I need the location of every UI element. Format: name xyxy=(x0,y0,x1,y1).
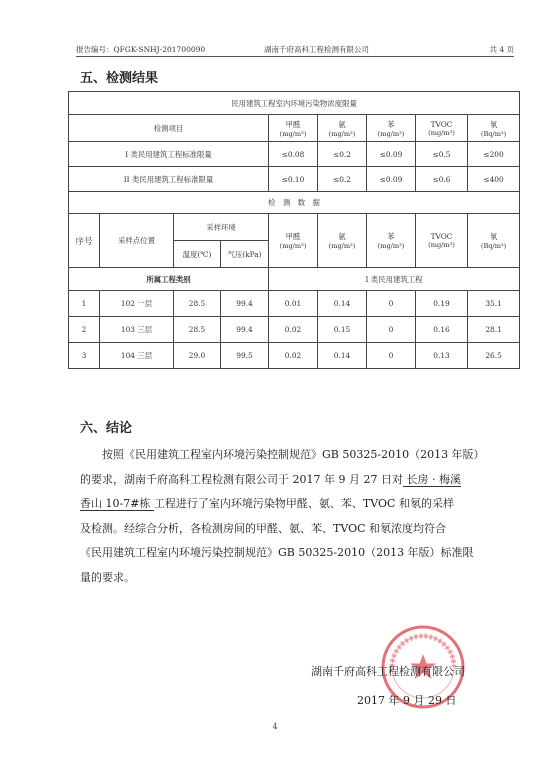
conclusion-line: 的要求，湖南千府高科工程检测有限公司于 2017 年 9 月 27 日对 长房 · 梅溪 xyxy=(80,472,461,486)
environment-header: 采样环境 xyxy=(174,214,269,241)
results-table xyxy=(68,91,520,369)
conclusion-line: 量的要求。 xyxy=(80,570,135,584)
data-header-radon: 氡 (Bq/m³) xyxy=(468,214,520,268)
page-count: 共 4 页 xyxy=(489,45,514,54)
data-header-tvoc: TVOC (mg/m³) xyxy=(416,214,468,268)
row-value: 0.13 xyxy=(416,343,468,369)
limit-row xyxy=(69,167,520,192)
category-label: 所属工程类别 xyxy=(69,268,269,291)
row-value: 0.16 xyxy=(416,317,468,343)
row-value: 0.02 xyxy=(269,317,318,343)
data-header-benzene: 苯 (mg/m³) xyxy=(367,214,416,268)
limit-value: ≤0.09 xyxy=(367,167,416,192)
signature-date: 2017 年 9 月 29 日 xyxy=(357,694,457,707)
row-value: 26.5 xyxy=(468,343,520,369)
pollutant-header-ammonia: 氨 (mg/m³) xyxy=(318,115,367,142)
limit-title: 民用建筑工程室内环境污染物浓度限量 xyxy=(69,92,520,115)
pressure-header: 气压(kPa) xyxy=(221,241,269,268)
row-location: 104 三层 xyxy=(100,343,174,369)
row-value: 0.19 xyxy=(416,291,468,317)
page-header xyxy=(76,42,514,57)
conclusion-paragraph xyxy=(80,443,505,591)
row-temperature: 28.5 xyxy=(174,317,221,343)
section-title-results: 五、检测结果 xyxy=(80,71,159,86)
row-value: 0 xyxy=(367,343,416,369)
limit-value: ≤200 xyxy=(468,142,520,167)
project-name-part: 香山 10-7#栋 xyxy=(80,497,154,511)
row-location: 103 三层 xyxy=(100,317,174,343)
row-pressure: 99.4 xyxy=(221,291,269,317)
signature-company: 湖南千府高科工程检测有限公司 xyxy=(311,665,465,678)
page-number: 4 xyxy=(272,722,278,731)
section-title-conclusion: 六、结论 xyxy=(80,421,133,436)
row-value: 0 xyxy=(367,317,416,343)
location-header: 采样点位置 xyxy=(100,214,174,268)
project-name-part: 长房 · 梅溪 xyxy=(402,472,461,486)
row-value: 28.1 xyxy=(468,317,520,343)
conclusion-line: 香山 10-7#栋 工程进行了室内环境污染物甲醛、氨、苯、TVOC 和氡的采样 xyxy=(80,497,454,511)
table-row xyxy=(69,343,520,369)
row-location: 102 一层 xyxy=(100,291,174,317)
pollutant-header-formaldehyde: 甲醛 (mg/m³) xyxy=(269,115,318,142)
limit-label: II 类民用建筑工程标准限量 xyxy=(69,167,269,192)
limit-row xyxy=(69,142,520,167)
row-pressure: 99.4 xyxy=(221,317,269,343)
row-temperature: 28.5 xyxy=(174,291,221,317)
pollutant-header-radon: 氡 (Bq/m³) xyxy=(468,115,520,142)
row-number: 1 xyxy=(69,291,100,317)
row-number: 3 xyxy=(69,343,100,369)
table-row xyxy=(69,291,520,317)
limit-value: ≤0.10 xyxy=(269,167,318,192)
report-number: 报告编号：QFGK-SNHJ-201700090 xyxy=(76,45,206,54)
data-title: 检 测 数 据 xyxy=(69,192,520,214)
header-company: 湖南千府高科工程检测有限公司 xyxy=(264,45,369,54)
row-number: 2 xyxy=(69,317,100,343)
conclusion-line: 及检测。经综合分析，各检测房间的甲醛、氨、苯、TVOC 和氡浓度均符合 xyxy=(80,521,447,535)
seq-header: 序号 xyxy=(69,214,100,268)
table-row xyxy=(69,317,520,343)
row-value: 0.15 xyxy=(318,317,367,343)
limit-value: ≤0.5 xyxy=(416,142,468,167)
data-header-formaldehyde: 甲醛 (mg/m³) xyxy=(269,214,318,268)
row-pressure: 99.5 xyxy=(221,343,269,369)
limit-value: ≤0.2 xyxy=(318,142,367,167)
limit-value: ≤0.08 xyxy=(269,142,318,167)
row-value: 0 xyxy=(367,291,416,317)
row-value: 0.14 xyxy=(318,343,367,369)
row-value: 0.02 xyxy=(269,343,318,369)
limit-value: ≤400 xyxy=(468,167,520,192)
row-value: 35.1 xyxy=(468,291,520,317)
category-value: I 类民用建筑工程 xyxy=(269,268,520,291)
item-label: 检测项目 xyxy=(69,115,269,142)
conclusion-line: 按照《民用建筑工程室内环境污染控制规范》GB 50325-2010（2013 年版） xyxy=(102,448,485,461)
limit-value: ≤0.2 xyxy=(318,167,367,192)
row-value: 0.01 xyxy=(269,291,318,317)
limit-label: I 类民用建筑工程标准限量 xyxy=(69,142,269,167)
row-temperature: 29.0 xyxy=(174,343,221,369)
limit-value: ≤0.6 xyxy=(416,167,468,192)
pollutant-header-tvoc: TVOC (mg/m³) xyxy=(416,115,468,142)
limit-value: ≤0.09 xyxy=(367,142,416,167)
pollutant-header-benzene: 苯 (mg/m³) xyxy=(367,115,416,142)
conclusion-line: 《民用建筑工程室内环境污染控制规范》GB 50325-2010（2013 年版）标准限 xyxy=(80,546,474,560)
temperature-header: 温度(℃) xyxy=(174,241,221,268)
data-header-ammonia: 氨 (mg/m³) xyxy=(318,214,367,268)
row-value: 0.14 xyxy=(318,291,367,317)
